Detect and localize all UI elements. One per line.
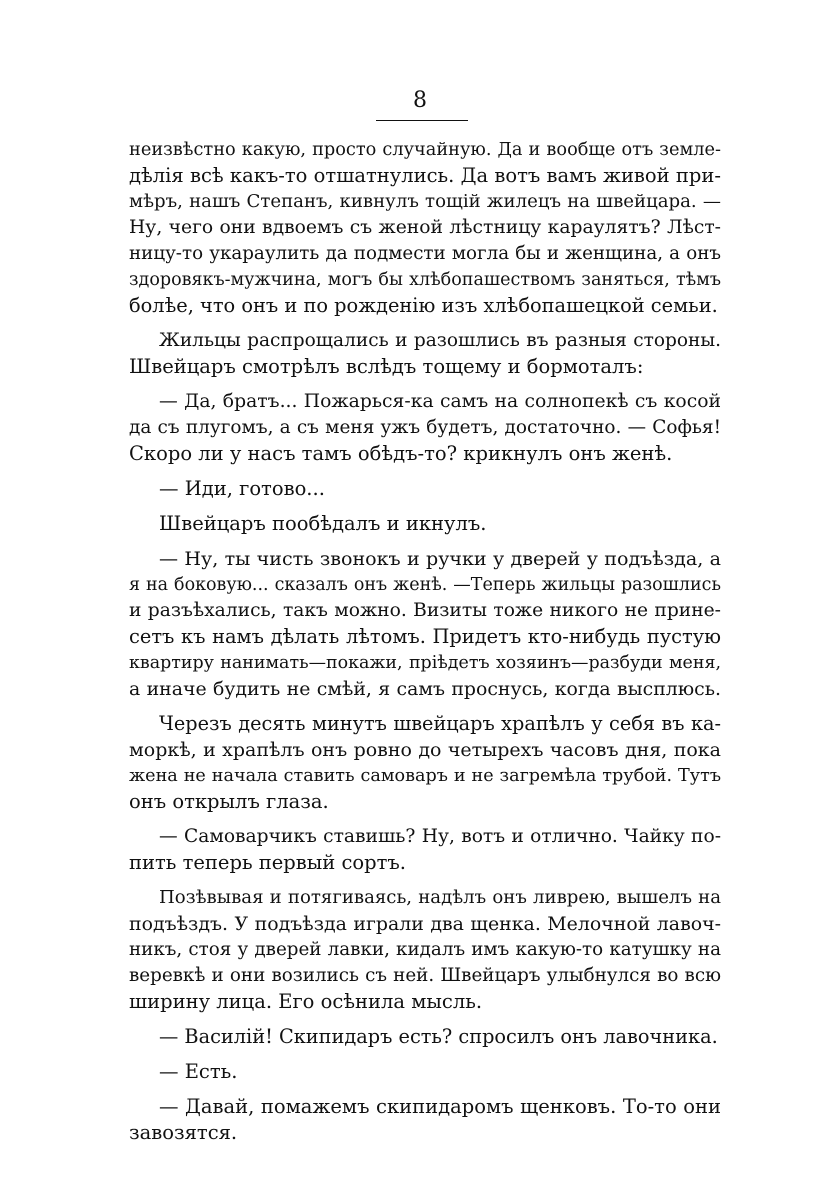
text-line: Швейцаръ пообѣдалъ и икнулъ. (159, 512, 487, 535)
text-line: Швейцаръ смотрѣлъ вслѣдъ тощему и бормоталъ: (129, 355, 644, 378)
text-line: и разъѣхались, такъ можно. Визиты тоже никого не прине- (129, 600, 721, 621)
text-line: — Самоварчикъ ставишь? Ну, вотъ и отлично. Чайку по- (159, 826, 721, 847)
body-text (129, 137, 721, 1146)
text-line: мѣръ, нашъ Степанъ, кивнулъ тощій жилецъ на швейцара. — (129, 191, 721, 212)
page-number: 8 (413, 88, 427, 113)
text-line: пить теперь первый сортъ. (129, 851, 407, 874)
text-line: — Давай, помажемъ скипидаромъ щенковъ. То-то они (159, 1095, 721, 1118)
text-line: — Есть. (159, 1060, 238, 1083)
text-line: жена не начала ставить самоваръ и не загремѣла трубой. Тутъ (129, 766, 721, 786)
page-header (0, 88, 840, 114)
text-line: — Василій! Скипидаръ есть? спросилъ онъ лавочника. (159, 1025, 718, 1048)
text-line: веревкѣ и они возились съ ней. Швейцаръ улыбнулся во всю (129, 965, 721, 986)
text-line: ницу-то укараулить да подмести могла бы и женщина, а онъ (129, 243, 721, 264)
text-line: болѣе, что онъ и по рожденію изъ хлѣбопашецкой семьи. (129, 294, 718, 317)
text-line: сетъ къ намъ дѣлать лѣтомъ. Придетъ кто-нибудь пустую (129, 625, 721, 648)
text-line: Скоро ли у насъ тамъ обѣдъ-то? крикнулъ онъ женѣ. (129, 442, 673, 465)
text-line: завозятся. (129, 1121, 238, 1144)
text-line: неизвѣстно какую, просто случайную. Да и вообще отъ земле- (129, 140, 721, 160)
text-line: дѣлія всѣ какъ-то отшатнулись. Да вотъ вамъ живой при- (129, 164, 721, 187)
text-line: онъ открылъ глаза. (129, 790, 329, 813)
text-line: — Ну, ты чисть звонокъ и ручки у дверей у подъѣзда, а (159, 548, 721, 570)
text-line: моркѣ, и храпѣлъ онъ ровно до четырехъ часовъ дня, пока (129, 739, 721, 761)
header-rule (376, 120, 468, 121)
text-line: ширину лица. Его осѣнила мысль. (129, 990, 483, 1013)
text-line: здоровякъ-мужчина, могъ бы хлѣбопашествомъ заняться, тѣмъ (129, 270, 721, 290)
text-line: подъѣздъ. У подъѣзда играли два щенка. Мелочной лавоч- (129, 913, 721, 935)
text-line: никъ, стоя у дверей лавки, кидалъ имъ какую-то катушку на (129, 939, 721, 960)
text-line: квартиру нанимать—покажи, пріѣдетъ хозяинъ—разбуди меня, (129, 653, 721, 673)
text-line: Ну, чего они вдвоемъ съ женой лѣстницу караулятъ? Лѣст- (129, 217, 721, 238)
text-line: Позѣвывая и потягиваясь, надѣлъ онъ ливрею, вышелъ на (159, 887, 721, 908)
text-line: а иначе будить не смѣй, я самъ проснусь, когда высплюсь. (129, 678, 721, 700)
text-line: Жильцы распрощались и разошлись въ разныя стороны. (159, 330, 721, 351)
text-line: — Да, братъ... Пожарься-ка самъ на солнопекѣ съ косой (159, 391, 721, 412)
text-line: Черезъ десять минутъ швейцаръ храпѣлъ у себя въ ка- (159, 712, 721, 735)
text-line: я на боковую... сказалъ онъ женѣ. —Теперь жильцы разошлись (129, 575, 721, 595)
text-line: — Иди, готово... (159, 477, 325, 500)
text-line: да съ плугомъ, а съ меня ужъ будетъ, достаточно. — Софья! (129, 417, 721, 438)
